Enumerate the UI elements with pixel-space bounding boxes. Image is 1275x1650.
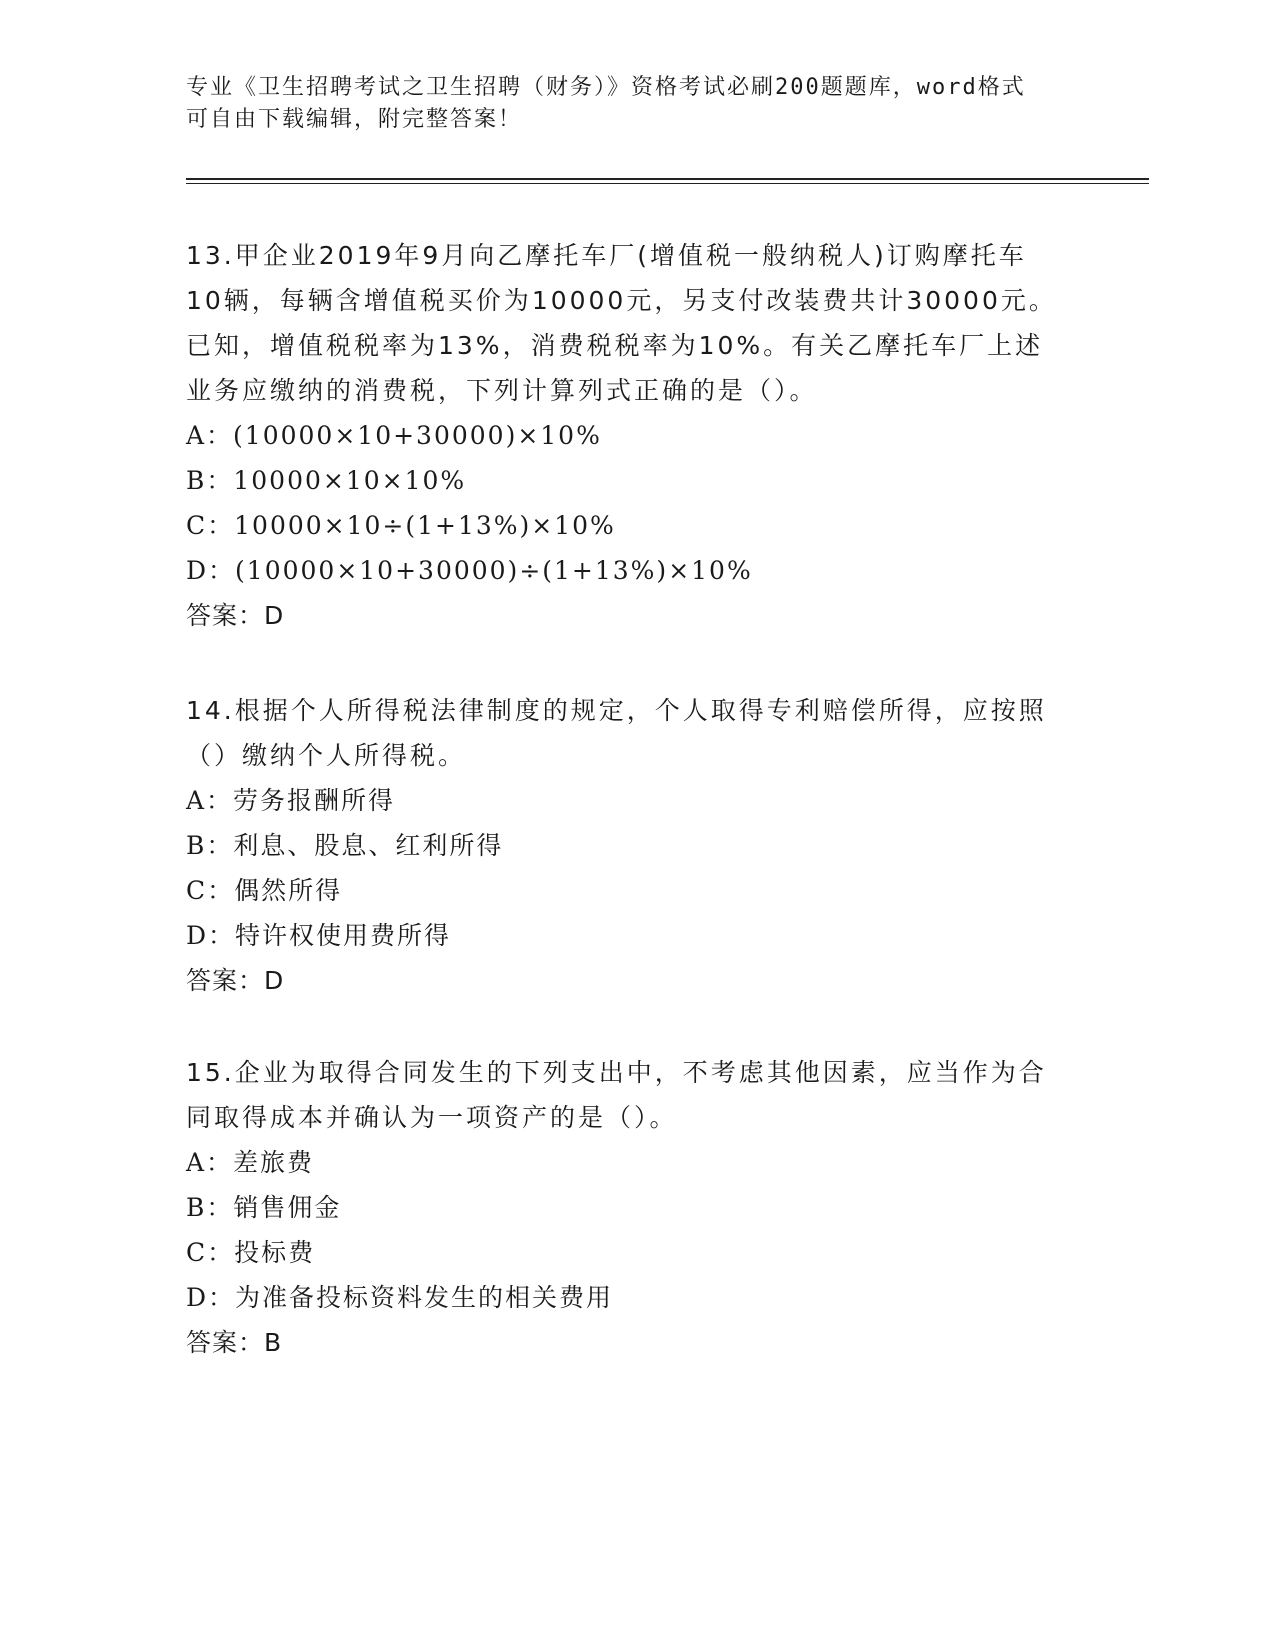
header-divider-thick — [186, 178, 1149, 180]
question-text-line: 业务应缴纳的消费税，下列计算列式正确的是（）。 — [186, 376, 818, 405]
answer: 答案：D — [186, 966, 285, 995]
option-a: A：劳务报酬所得 — [186, 786, 396, 815]
answer: 答案：D — [186, 601, 285, 630]
option-b: B：销售佣金 — [186, 1193, 342, 1222]
option-d: D：特许权使用费所得 — [186, 921, 452, 950]
option-a: A：差旅费 — [186, 1148, 315, 1177]
question-text-line: 14.根据个人所得税法律制度的规定，个人取得专利赔偿所得，应按照 — [186, 696, 1047, 725]
header-title-line-2: 可自由下载编辑，附完整答案！ — [186, 107, 523, 132]
option-a: A：(10000×10+30000)×10% — [186, 421, 602, 450]
option-c: C：投标费 — [186, 1238, 316, 1267]
question-14 — [186, 688, 1086, 1003]
question-text-line: 15.企业为取得合同发生的下列支出中，不考虑其他因素，应当作为合 — [186, 1058, 1047, 1087]
option-c: C：10000×10÷(1+13%)×10% — [186, 511, 616, 540]
answer: 答案：B — [186, 1328, 283, 1357]
question-text-line: （）缴纳个人所得税。 — [186, 741, 467, 770]
question-13 — [186, 233, 1086, 638]
header-title-line-1: 专业《卫生招聘考试之卫生招聘（财务）》资格考试必刷200题题库，word格式 — [186, 75, 1026, 100]
option-b: B：利息、股息、红利所得 — [186, 831, 504, 860]
option-b: B：10000×10×10% — [186, 466, 467, 495]
option-d: D：(10000×10+30000)÷(1+13%)×10% — [186, 556, 753, 585]
question-text-line: 已知，增值税税率为13%，消费税税率为10%。有关乙摩托车厂上述 — [186, 331, 1044, 360]
header-divider-thin — [186, 183, 1149, 184]
question-15 — [186, 1050, 1086, 1365]
question-text-line: 10辆，每辆含增值税买价为10000元，另支付改装费共计30000元。 — [186, 286, 1057, 315]
document-header — [186, 72, 1066, 136]
option-d: D：为准备投标资料发生的相关费用 — [186, 1283, 614, 1312]
option-c: C：偶然所得 — [186, 876, 343, 905]
question-text-line: 同取得成本并确认为一项资产的是（）。 — [186, 1103, 678, 1132]
question-text-line: 13.甲企业2019年9月向乙摩托车厂(增值税一般纳税人)订购摩托车 — [186, 241, 1027, 270]
